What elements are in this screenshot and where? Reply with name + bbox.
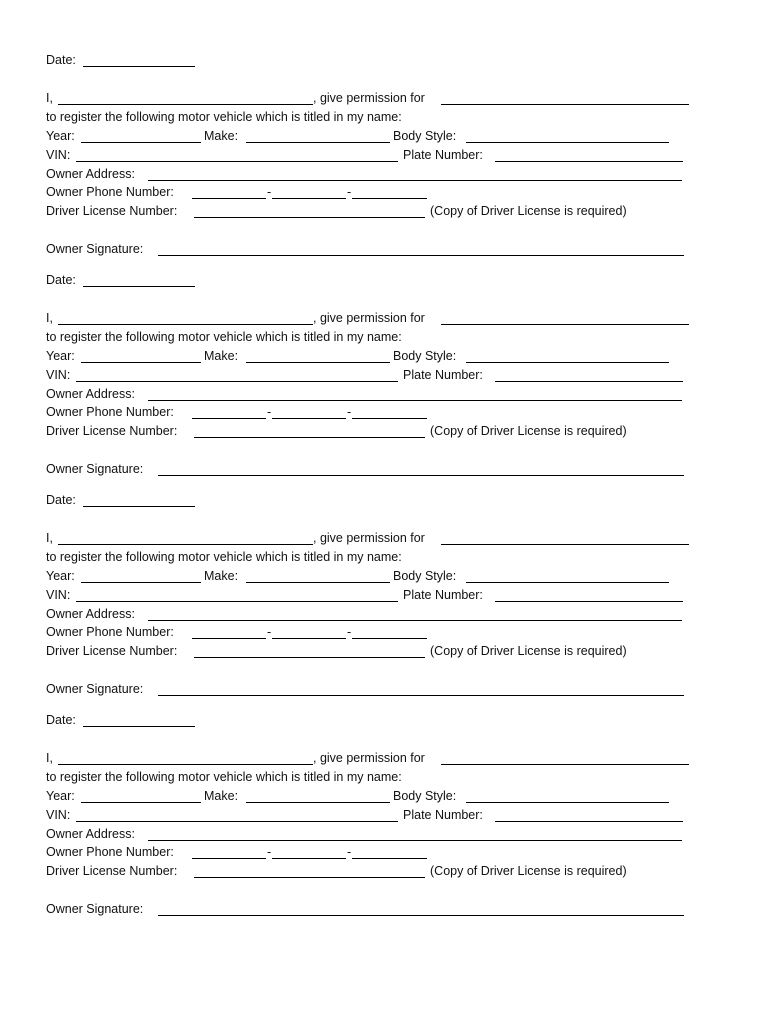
owner-address-field[interactable]	[148, 180, 682, 181]
year-field[interactable]	[81, 142, 201, 143]
phone-area-field[interactable]	[192, 638, 266, 639]
owner-address-label: Owner Address:	[46, 607, 135, 621]
owner-signature-label: Owner Signature:	[46, 242, 144, 256]
make-field[interactable]	[246, 142, 390, 143]
owner-phone-label: Owner Phone Number:	[46, 625, 174, 639]
make-label: Make:	[204, 789, 239, 803]
phone-dash-2: -	[347, 845, 352, 859]
license-copy-note: (Copy of Driver License is required)	[430, 644, 627, 658]
phone-area-field[interactable]	[192, 418, 266, 419]
phone-dash-1: -	[267, 625, 272, 639]
driver-license-label: Driver License Number:	[46, 864, 178, 878]
make-label: Make:	[204, 129, 239, 143]
phone-line-field[interactable]	[352, 198, 427, 199]
give-permission-label: , give permission for	[313, 91, 425, 105]
phone-prefix-field[interactable]	[272, 638, 346, 639]
owner-address-field[interactable]	[148, 620, 682, 621]
date-field[interactable]	[83, 726, 195, 727]
owner-signature-field[interactable]	[158, 475, 684, 476]
vin-label: VIN:	[46, 808, 71, 822]
plate-number-field[interactable]	[495, 601, 683, 602]
driver-license-field[interactable]	[194, 437, 425, 438]
year-label: Year:	[46, 789, 75, 803]
register-text: to register the following motor vehicle which is titled in my name:	[46, 550, 402, 564]
phone-dash-2: -	[347, 625, 352, 639]
phone-dash-1: -	[267, 405, 272, 419]
date-label: Date:	[46, 273, 76, 287]
phone-line-field[interactable]	[352, 418, 427, 419]
owner-phone-label: Owner Phone Number:	[46, 405, 174, 419]
body-style-field[interactable]	[466, 802, 669, 803]
body-style-label: Body Style:	[393, 789, 457, 803]
owner-name-field[interactable]	[58, 104, 313, 105]
driver-license-field[interactable]	[194, 877, 425, 878]
authorization-2	[46, 271, 696, 483]
plate-number-label: Plate Number:	[403, 808, 483, 822]
phone-dash-1: -	[267, 185, 272, 199]
owner-address-field[interactable]	[148, 840, 682, 841]
license-copy-note: (Copy of Driver License is required)	[430, 424, 627, 438]
body-style-field[interactable]	[466, 142, 669, 143]
vin-label: VIN:	[46, 588, 71, 602]
owner-signature-label: Owner Signature:	[46, 682, 144, 696]
body-style-label: Body Style:	[393, 349, 457, 363]
date-label: Date:	[46, 53, 76, 67]
make-field[interactable]	[246, 362, 390, 363]
i-label: I,	[46, 311, 53, 325]
i-label: I,	[46, 751, 53, 765]
year-label: Year:	[46, 569, 75, 583]
give-permission-label: , give permission for	[313, 311, 425, 325]
give-permission-label: , give permission for	[313, 751, 425, 765]
owner-phone-label: Owner Phone Number:	[46, 845, 174, 859]
owner-address-label: Owner Address:	[46, 387, 135, 401]
body-style-label: Body Style:	[393, 569, 457, 583]
owner-address-label: Owner Address:	[46, 827, 135, 841]
authorization-4	[46, 711, 696, 923]
register-text: to register the following motor vehicle which is titled in my name:	[46, 770, 402, 784]
phone-line-field[interactable]	[352, 858, 427, 859]
phone-prefix-field[interactable]	[272, 858, 346, 859]
owner-address-label: Owner Address:	[46, 167, 135, 181]
owner-signature-label: Owner Signature:	[46, 462, 144, 476]
vin-field[interactable]	[76, 821, 398, 822]
register-text: to register the following motor vehicle which is titled in my name:	[46, 110, 402, 124]
body-style-field[interactable]	[466, 582, 669, 583]
permitted-person-field[interactable]	[441, 104, 689, 105]
year-label: Year:	[46, 129, 75, 143]
date-label: Date:	[46, 713, 76, 727]
plate-number-field[interactable]	[495, 381, 683, 382]
owner-signature-field[interactable]	[158, 695, 684, 696]
driver-license-field[interactable]	[194, 657, 425, 658]
phone-prefix-field[interactable]	[272, 418, 346, 419]
vin-field[interactable]	[76, 601, 398, 602]
phone-dash-2: -	[347, 185, 352, 199]
i-label: I,	[46, 531, 53, 545]
permitted-person-field[interactable]	[441, 764, 689, 765]
driver-license-field[interactable]	[194, 217, 425, 218]
date-field[interactable]	[83, 506, 195, 507]
register-text: to register the following motor vehicle which is titled in my name:	[46, 330, 402, 344]
body-style-label: Body Style:	[393, 129, 457, 143]
license-copy-note: (Copy of Driver License is required)	[430, 204, 627, 218]
plate-number-field[interactable]	[495, 161, 683, 162]
phone-area-field[interactable]	[192, 198, 266, 199]
vin-label: VIN:	[46, 368, 71, 382]
year-field[interactable]	[81, 362, 201, 363]
phone-area-field[interactable]	[192, 858, 266, 859]
owner-address-field[interactable]	[148, 400, 682, 401]
i-label: I,	[46, 91, 53, 105]
phone-prefix-field[interactable]	[272, 198, 346, 199]
plate-number-field[interactable]	[495, 821, 683, 822]
permitted-person-field[interactable]	[441, 544, 689, 545]
owner-name-field[interactable]	[58, 764, 313, 765]
permitted-person-field[interactable]	[441, 324, 689, 325]
year-field[interactable]	[81, 802, 201, 803]
plate-number-label: Plate Number:	[403, 368, 483, 382]
owner-name-field[interactable]	[58, 324, 313, 325]
year-label: Year:	[46, 349, 75, 363]
date-label: Date:	[46, 493, 76, 507]
plate-number-label: Plate Number:	[403, 148, 483, 162]
owner-signature-field[interactable]	[158, 255, 684, 256]
driver-license-label: Driver License Number:	[46, 204, 178, 218]
driver-license-label: Driver License Number:	[46, 644, 178, 658]
vin-field[interactable]	[76, 381, 398, 382]
phone-dash-2: -	[347, 405, 352, 419]
date-field[interactable]	[83, 286, 195, 287]
owner-signature-field[interactable]	[158, 915, 684, 916]
make-label: Make:	[204, 569, 239, 583]
make-label: Make:	[204, 349, 239, 363]
date-field[interactable]	[83, 66, 195, 67]
body-style-field[interactable]	[466, 362, 669, 363]
owner-name-field[interactable]	[58, 544, 313, 545]
make-field[interactable]	[246, 582, 390, 583]
year-field[interactable]	[81, 582, 201, 583]
authorization-1	[46, 51, 696, 263]
phone-line-field[interactable]	[352, 638, 427, 639]
driver-license-label: Driver License Number:	[46, 424, 178, 438]
give-permission-label: , give permission for	[313, 531, 425, 545]
phone-dash-1: -	[267, 845, 272, 859]
owner-signature-label: Owner Signature:	[46, 902, 144, 916]
make-field[interactable]	[246, 802, 390, 803]
vin-label: VIN:	[46, 148, 71, 162]
authorization-3	[46, 491, 696, 703]
owner-phone-label: Owner Phone Number:	[46, 185, 174, 199]
license-copy-note: (Copy of Driver License is required)	[430, 864, 627, 878]
vin-field[interactable]	[76, 161, 398, 162]
plate-number-label: Plate Number:	[403, 588, 483, 602]
